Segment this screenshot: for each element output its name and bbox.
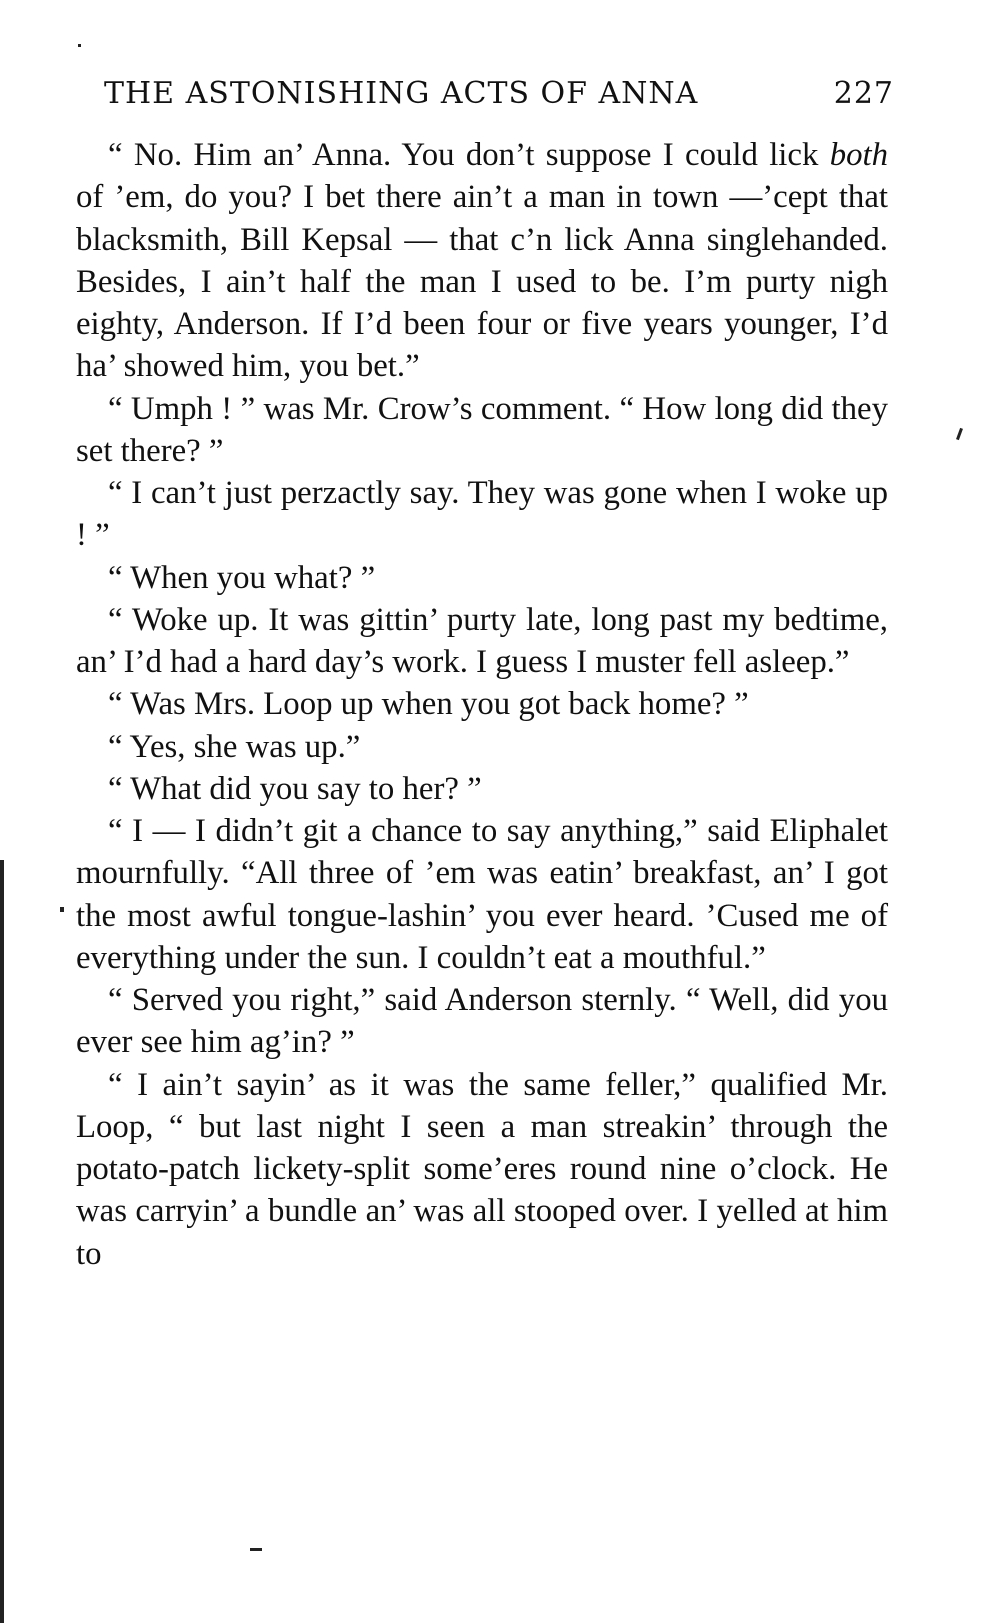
paragraph: “ Yes, she was up.”: [108, 728, 361, 765]
scan-speck: [78, 44, 81, 47]
paragraph: “ Woke up. It was gittin’ purty late, long past my bedtime, an’ I’d had a hard day’s work. I guess I muster fell asleep.”: [76, 601, 888, 680]
page-header: [104, 72, 894, 116]
body-text: [76, 134, 888, 1275]
paragraph: “ What did you say to her? ”: [108, 770, 482, 807]
scan-speck: [250, 1548, 262, 1551]
emphasis: both: [829, 137, 888, 173]
page-edge-line: [0, 860, 4, 1623]
running-title: THE ASTONISHING ACTS OF ANNA: [104, 76, 699, 111]
paragraph: “ Was Mrs. Loop up when you got back home? ”: [108, 686, 749, 723]
scan-speck: [60, 907, 64, 912]
scan-speck: [956, 428, 963, 440]
paragraph: “ No. Him an’ Anna. You don’t suppose I could lick both of ’em, do you? I bet there ain’t a man in town —’cept that blacksmith, Bill Kepsal — that c’n lick Anna singlehanded. Besides, I ain’t half the man I used to be. I’m purty nigh eighty, Anderson. If I’d been four or five years younger, I’d ha’ showed him, you bet.”: [76, 137, 888, 385]
paragraph: “ I can’t just perzactly say. They was gone when I woke up ! ”: [76, 475, 888, 554]
paragraph: “ When you what? ”: [108, 559, 376, 596]
page-number: 227: [833, 76, 894, 111]
paragraph: “ I — I didn’t git a chance to say anything,” said Eliphalet mournfully. “All three of ’em was eatin’ breakfast, an’ I got the most awful tongue-lashin’ you ever heard. ’Cused me of everything under the sun. I couldn’t eat a mouthful.”: [76, 813, 888, 976]
paragraph: “ I ain’t sayin’ as it was the same feller,” qualified Mr. Loop, “ but last night I seen a man streakin’ through the potato-patch lickety-split some’eres round nine o’clock. He was carryin’ a bundle an’ was all stooped over. I yelled at him to: [76, 1066, 888, 1272]
paragraph: “ Served you right,” said Anderson sternly. “ Well, did you ever see him ag’in? ”: [76, 982, 888, 1061]
paragraph: “ Umph ! ” was Mr. Crow’s comment. “ How long did they set there? ”: [76, 390, 888, 469]
